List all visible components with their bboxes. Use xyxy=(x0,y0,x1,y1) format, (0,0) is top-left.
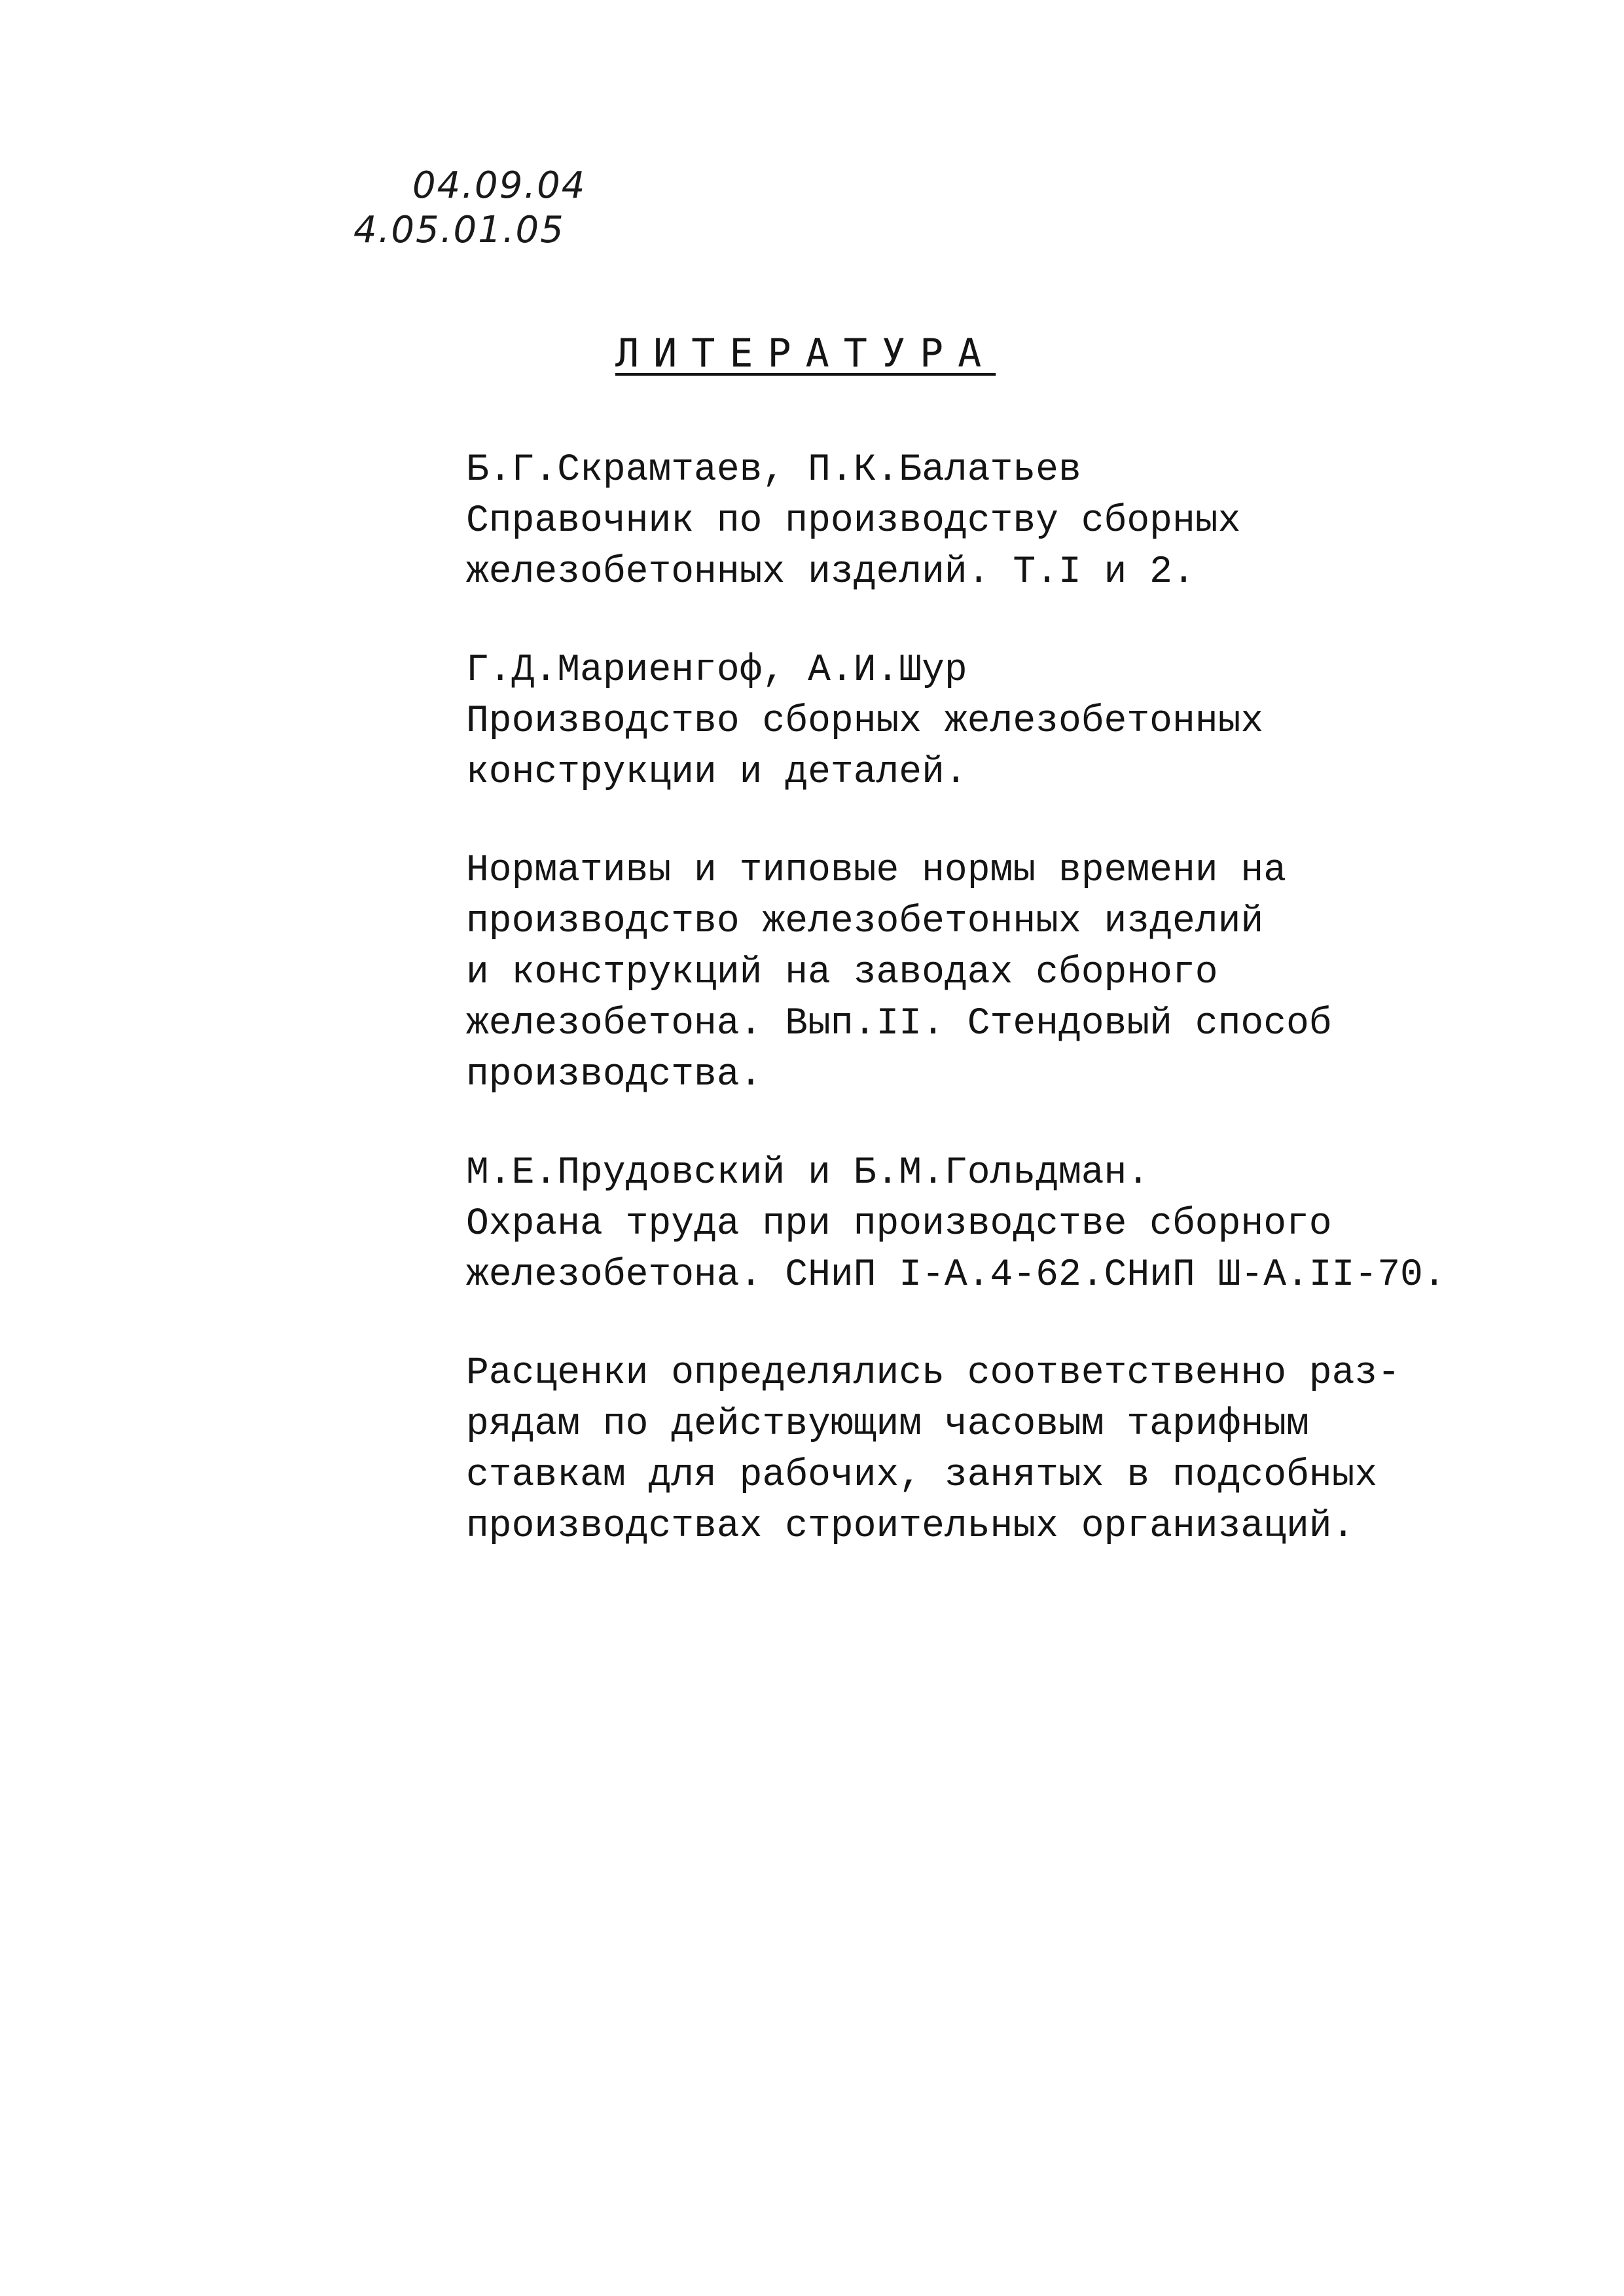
note-line: ставкам для рабочих, занятых в подсобных xyxy=(466,1454,1378,1497)
pricing-note xyxy=(466,1348,1487,1552)
handwritten-code: 04.09.04 xyxy=(412,164,586,207)
note-line: производствах строительных организаций. xyxy=(466,1505,1355,1548)
reference-entry xyxy=(466,445,1487,598)
reference-line: железобетона. Вып.II. Стендовый способ xyxy=(466,1003,1332,1045)
reference-line: Производство сборных железобетонных xyxy=(466,700,1264,743)
reference-line: Нормативы и типовые нормы времени на xyxy=(466,850,1287,892)
reference-line: конструкции и деталей. xyxy=(466,751,967,794)
reference-line: Справочник по производству сборных xyxy=(466,500,1241,543)
handwritten-code: 4.05.01.05 xyxy=(353,209,565,251)
reference-entry xyxy=(466,846,1487,1101)
reference-entry xyxy=(466,1148,1487,1301)
reference-list xyxy=(466,445,1487,1600)
page-title: ЛИТЕРАТУРА xyxy=(615,331,996,376)
reference-entry xyxy=(466,645,1487,798)
reference-line: М.Е.Прудовский и Б.М.Гольдман. xyxy=(466,1152,1150,1194)
reference-line: производства. xyxy=(466,1054,763,1096)
reference-line: Охрана труда при производстве сборного xyxy=(466,1203,1332,1246)
reference-line: железобетона. СНиП I-А.4-62.СНиП Ш-А.II-70. xyxy=(466,1254,1446,1297)
handwritten-codes xyxy=(353,164,628,253)
note-line: рядам по действующим часовым тарифным xyxy=(466,1403,1309,1446)
reference-line: производство железобетонных изделий xyxy=(466,901,1264,943)
reference-line: железобетонных изделий. Т.I и 2. xyxy=(466,551,1195,594)
reference-line: Г.Д.Мариенгоф, А.И.Шур xyxy=(466,649,967,692)
reference-line: и конструкций на заводах сборного xyxy=(466,952,1218,994)
reference-line: Б.Г.Скрамтаев, П.К.Балатьев xyxy=(466,449,1081,492)
note-line: Расценки определялись соответственно раз- xyxy=(466,1352,1401,1395)
